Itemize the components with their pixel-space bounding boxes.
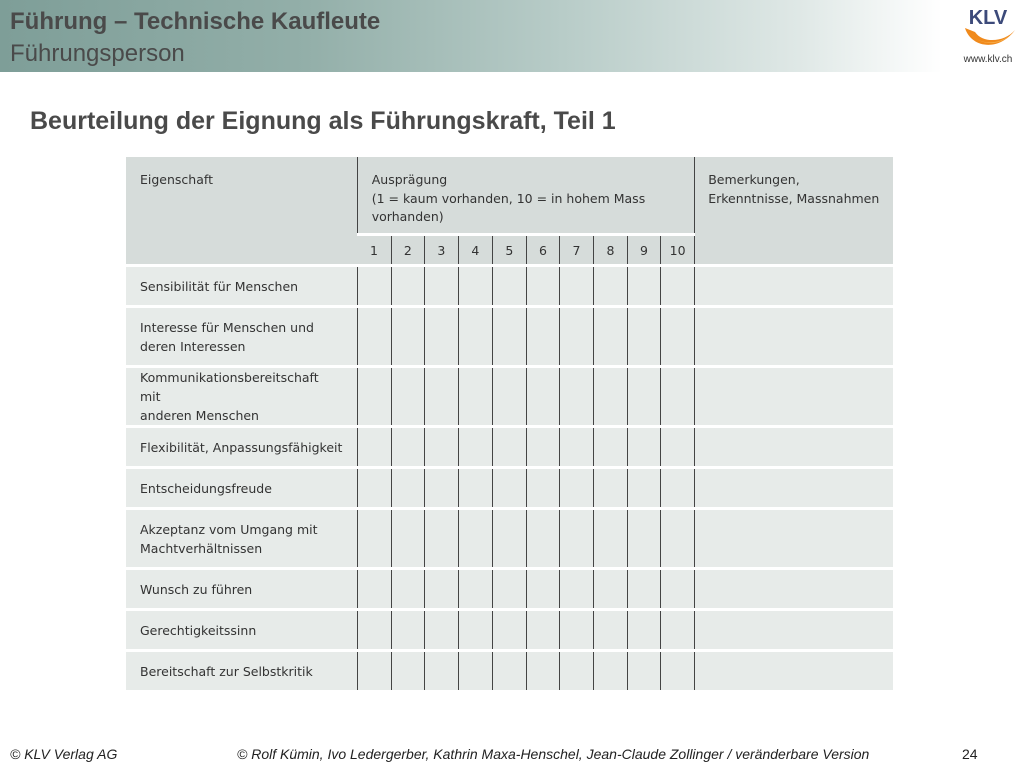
property-cell xyxy=(126,610,357,651)
remarks-cell[interactable] xyxy=(695,569,893,610)
rating-cell-1[interactable] xyxy=(357,468,391,509)
table-row xyxy=(126,509,893,569)
rating-cell-5[interactable] xyxy=(492,367,526,427)
rating-cell-7[interactable] xyxy=(559,307,593,367)
rating-cell-2[interactable] xyxy=(391,468,424,509)
rating-cell-9[interactable] xyxy=(628,266,661,307)
rating-cell-1[interactable] xyxy=(357,569,391,610)
footer-authors: © Rolf Kümin, Ivo Ledergerber, Kathrin Maxa-Henschel, Jean-Claude Zollinger / veränderbare Version xyxy=(237,746,870,762)
property-label-line: Gerechtigkeitssinn xyxy=(140,622,257,638)
property-label xyxy=(126,277,357,296)
rating-cell-7[interactable] xyxy=(559,651,593,692)
rating-cell-10[interactable] xyxy=(661,651,695,692)
property-cell xyxy=(126,307,357,367)
header-remarks-cell xyxy=(695,157,893,266)
property-cell xyxy=(126,367,357,427)
rating-cell-9[interactable] xyxy=(628,427,661,468)
header-rating-line: (1 = kaum vorhanden, 10 = in hohem Mass xyxy=(371,190,646,206)
rating-cell-4[interactable] xyxy=(458,427,492,468)
rating-cell-10[interactable] xyxy=(661,569,695,610)
klv-logo-graphic xyxy=(955,2,1021,54)
assessment-table xyxy=(126,157,893,693)
header-property-cell xyxy=(126,157,357,266)
rating-cell-6[interactable] xyxy=(526,307,559,367)
remarks-cell[interactable] xyxy=(695,509,893,569)
header-remarks-label xyxy=(695,157,893,208)
table-row xyxy=(126,367,893,427)
remarks-cell[interactable] xyxy=(695,307,893,367)
property-label xyxy=(126,368,357,425)
logo-text: KLV xyxy=(968,7,1008,29)
rating-cell-3[interactable] xyxy=(424,651,458,692)
rating-cell-9[interactable] xyxy=(628,610,661,651)
property-label xyxy=(126,580,357,599)
rating-cell-1[interactable] xyxy=(357,427,391,468)
table-header-row xyxy=(126,157,893,235)
rating-cell-3[interactable] xyxy=(424,266,458,307)
table-row xyxy=(126,569,893,610)
rating-cell-2[interactable] xyxy=(391,307,424,367)
rating-cell-5[interactable] xyxy=(492,307,526,367)
scale-value-10: 10 xyxy=(661,235,695,266)
rating-cell-4[interactable] xyxy=(458,610,492,651)
property-cell xyxy=(126,468,357,509)
property-label xyxy=(126,520,357,558)
rating-cell-9[interactable] xyxy=(628,468,661,509)
logo-url: www.klv.ch xyxy=(963,54,1013,65)
rating-cell-6[interactable] xyxy=(526,266,559,307)
remarks-cell[interactable] xyxy=(695,266,893,307)
remarks-cell[interactable] xyxy=(695,610,893,651)
header-title: Führung – Technische Kaufleute xyxy=(10,8,381,35)
rating-cell-6[interactable] xyxy=(526,610,559,651)
rating-cell-7[interactable] xyxy=(559,610,593,651)
rating-cell-7[interactable] xyxy=(559,367,593,427)
rating-cell-10[interactable] xyxy=(661,427,695,468)
property-label-line: Bereitschaft zur Selbstkritik xyxy=(140,663,313,679)
footer-copyright: © KLV Verlag AG xyxy=(10,746,118,762)
rating-cell-9[interactable] xyxy=(628,509,661,569)
property-cell xyxy=(126,651,357,692)
rating-cell-8[interactable] xyxy=(593,468,627,509)
rating-cell-2[interactable] xyxy=(391,651,424,692)
rating-cell-6[interactable] xyxy=(526,427,559,468)
property-label xyxy=(126,438,357,457)
rating-cell-3[interactable] xyxy=(424,610,458,651)
rating-cell-8[interactable] xyxy=(593,610,627,651)
rating-cell-9[interactable] xyxy=(628,367,661,427)
rating-cell-3[interactable] xyxy=(424,427,458,468)
rating-cell-6[interactable] xyxy=(526,468,559,509)
rating-cell-8[interactable] xyxy=(593,307,627,367)
property-label-line: anderen Menschen xyxy=(140,408,259,423)
rating-cell-2[interactable] xyxy=(391,266,424,307)
table-row xyxy=(126,307,893,367)
scale-value-1: 1 xyxy=(357,235,391,266)
rating-cell-4[interactable] xyxy=(458,266,492,307)
slide-title: Beurteilung der Eignung als Führungskraft, Teil 1 xyxy=(30,107,616,135)
scale-value-9: 9 xyxy=(628,235,661,266)
rating-cell-9[interactable] xyxy=(628,307,661,367)
logo-swoosh-icon xyxy=(965,28,1015,45)
page-number: 24 xyxy=(962,746,978,762)
rating-cell-10[interactable] xyxy=(661,266,695,307)
property-label-line: Entscheidungsfreude xyxy=(140,480,272,496)
rating-cell-3[interactable] xyxy=(424,569,458,610)
rating-cell-10[interactable] xyxy=(661,610,695,651)
header-property-label: Eigenschaft xyxy=(140,172,213,187)
rating-cell-3[interactable] xyxy=(424,468,458,509)
scale-value-2: 2 xyxy=(391,235,424,266)
rating-cell-8[interactable] xyxy=(593,427,627,468)
rating-cell-4[interactable] xyxy=(458,307,492,367)
rating-cell-8[interactable] xyxy=(593,266,627,307)
rating-cell-5[interactable] xyxy=(492,651,526,692)
header-rating-line: vorhanden) xyxy=(371,209,444,224)
header-rating-line: Ausprägung xyxy=(371,172,448,187)
rating-cell-8[interactable] xyxy=(593,651,627,692)
rating-cell-10[interactable] xyxy=(661,307,695,367)
table-row xyxy=(126,427,893,468)
rating-cell-7[interactable] xyxy=(559,266,593,307)
scale-value-7: 7 xyxy=(559,235,593,266)
property-cell xyxy=(126,427,357,468)
rating-cell-7[interactable] xyxy=(559,468,593,509)
rating-cell-7[interactable] xyxy=(559,509,593,569)
property-label-line: deren Interessen xyxy=(140,338,246,354)
rating-cell-4[interactable] xyxy=(458,651,492,692)
property-label xyxy=(126,479,357,498)
rating-cell-10[interactable] xyxy=(661,468,695,509)
property-cell xyxy=(126,509,357,569)
rating-cell-1[interactable] xyxy=(357,509,391,569)
remarks-cell[interactable] xyxy=(695,427,893,468)
property-label-line: Flexibilität, Anpassungsfähigkeit xyxy=(140,439,343,455)
header-remarks-line: Erkenntnisse, Massnahmen xyxy=(708,190,880,206)
rating-cell-2[interactable] xyxy=(391,509,424,569)
property-label-line: Sensibilität für Menschen xyxy=(140,278,299,294)
rating-cell-7[interactable] xyxy=(559,569,593,610)
table-row xyxy=(126,468,893,509)
rating-cell-7[interactable] xyxy=(559,427,593,468)
table-row xyxy=(126,266,893,307)
rating-cell-1[interactable] xyxy=(357,610,391,651)
scale-value-4: 4 xyxy=(458,235,492,266)
rating-cell-4[interactable] xyxy=(458,367,492,427)
rating-cell-3[interactable] xyxy=(424,509,458,569)
property-label xyxy=(126,318,357,356)
rating-cell-4[interactable] xyxy=(458,509,492,569)
property-label-line: Akzeptanz vom Umgang mit xyxy=(140,521,318,537)
rating-cell-8[interactable] xyxy=(593,569,627,610)
rating-cell-2[interactable] xyxy=(391,569,424,610)
header-rating-cell xyxy=(357,157,694,235)
header-remarks-line: Bemerkungen, xyxy=(708,172,800,187)
remarks-cell[interactable] xyxy=(695,651,893,692)
rating-cell-5[interactable] xyxy=(492,610,526,651)
remarks-cell[interactable] xyxy=(695,367,893,427)
rating-cell-5[interactable] xyxy=(492,427,526,468)
rating-cell-6[interactable] xyxy=(526,367,559,427)
property-cell xyxy=(126,266,357,307)
rating-cell-5[interactable] xyxy=(492,266,526,307)
rating-cell-1[interactable] xyxy=(357,266,391,307)
scale-value-5: 5 xyxy=(492,235,526,266)
rating-cell-10[interactable] xyxy=(661,509,695,569)
rating-cell-9[interactable] xyxy=(628,651,661,692)
property-label-line: Kommunikationsbereitschaft mit xyxy=(140,370,319,404)
rating-cell-2[interactable] xyxy=(391,367,424,427)
header-rating-label xyxy=(358,157,694,227)
property-label xyxy=(126,662,357,681)
rating-cell-5[interactable] xyxy=(492,509,526,569)
remarks-cell[interactable] xyxy=(695,468,893,509)
table-row xyxy=(126,610,893,651)
rating-cell-10[interactable] xyxy=(661,367,695,427)
klv-logo xyxy=(955,2,1021,70)
rating-cell-5[interactable] xyxy=(492,569,526,610)
rating-cell-2[interactable] xyxy=(391,610,424,651)
property-label xyxy=(126,621,357,640)
property-label-line: Wunsch zu führen xyxy=(140,581,253,597)
property-label-line: Machtverhältnissen xyxy=(140,540,263,556)
rating-cell-9[interactable] xyxy=(628,569,661,610)
rating-cell-6[interactable] xyxy=(526,569,559,610)
rating-cell-3[interactable] xyxy=(424,307,458,367)
rating-cell-6[interactable] xyxy=(526,651,559,692)
rating-cell-1[interactable] xyxy=(357,651,391,692)
table-row xyxy=(126,651,893,692)
scale-value-8: 8 xyxy=(593,235,627,266)
scale-value-3: 3 xyxy=(424,235,458,266)
rating-cell-4[interactable] xyxy=(458,468,492,509)
rating-cell-5[interactable] xyxy=(492,468,526,509)
rating-cell-8[interactable] xyxy=(593,367,627,427)
property-label-line: Interesse für Menschen und xyxy=(140,319,314,335)
property-cell xyxy=(126,569,357,610)
rating-cell-4[interactable] xyxy=(458,569,492,610)
rating-cell-1[interactable] xyxy=(357,307,391,367)
scale-value-6: 6 xyxy=(526,235,559,266)
rating-cell-2[interactable] xyxy=(391,427,424,468)
rating-cell-8[interactable] xyxy=(593,509,627,569)
header-subtitle: Führungsperson xyxy=(10,40,185,67)
rating-cell-1[interactable] xyxy=(357,367,391,427)
rating-cell-3[interactable] xyxy=(424,367,458,427)
rating-cell-6[interactable] xyxy=(526,509,559,569)
